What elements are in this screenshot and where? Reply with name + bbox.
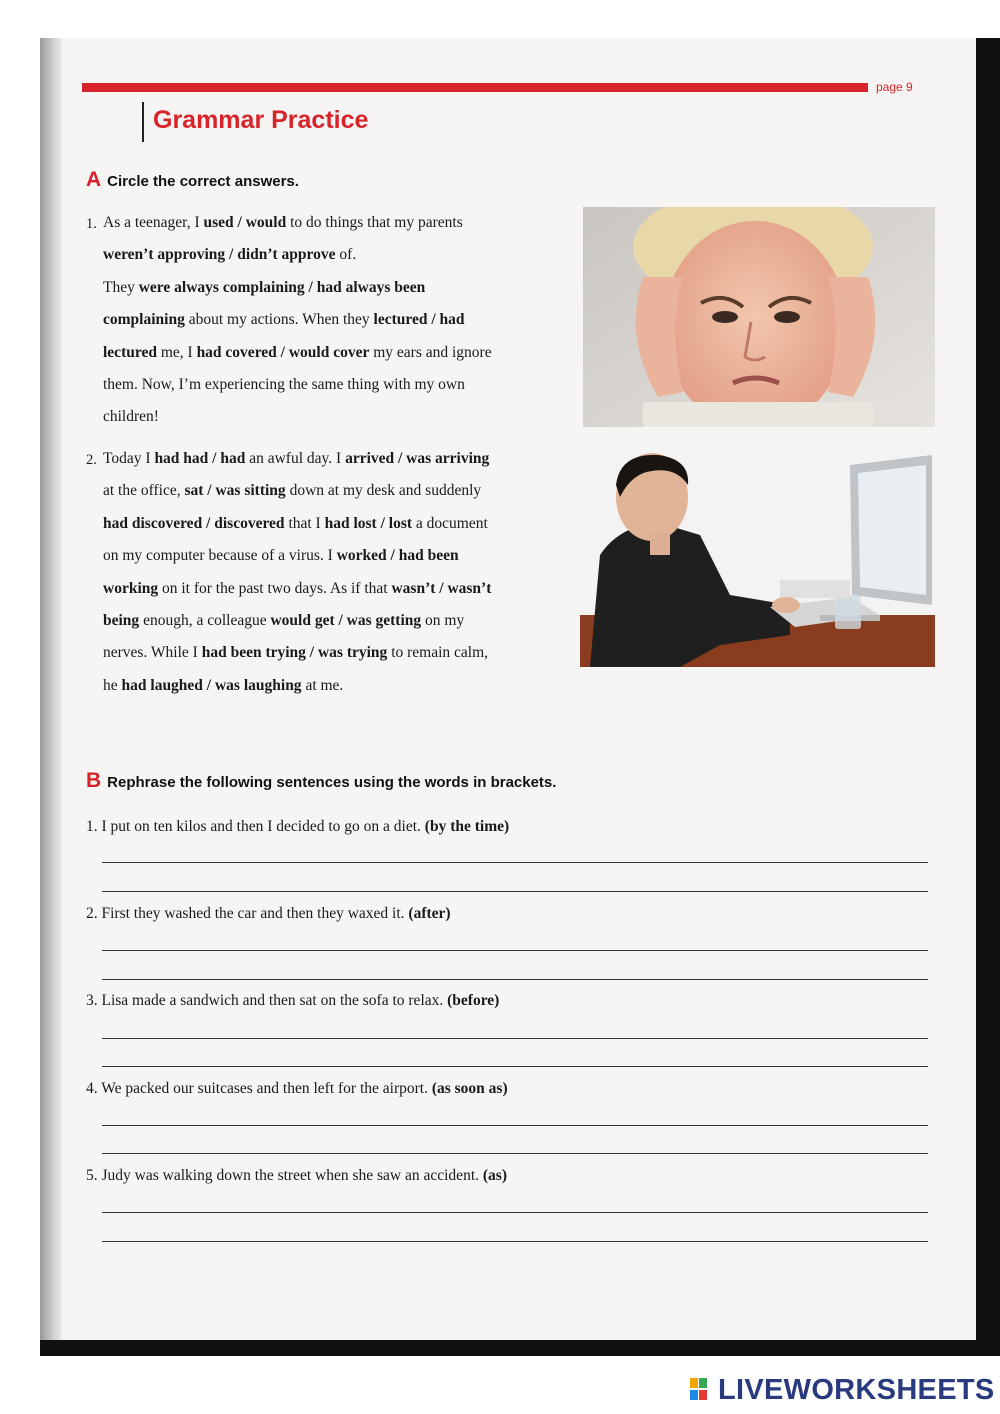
answer-line[interactable] [102,1066,928,1067]
answer-options[interactable]: sat / was sitting [184,482,286,500]
text-segment: on my computer because of a virus. I [103,547,337,565]
text-segment: They [103,278,139,296]
text-segment: As a teenager, I [103,214,204,231]
text-segment: of. [335,246,357,264]
answer-line[interactable] [102,1153,928,1154]
text-segment: a document [412,514,488,532]
answer-options[interactable]: had lost / lost [324,514,413,532]
text-segment: Today I [103,450,155,467]
text-line [103,508,491,540]
man-at-computer-photo [580,445,935,667]
question-b3 [86,992,499,1010]
liveworksheets-logo-icon [690,1378,718,1402]
answer-line[interactable] [102,862,928,863]
text-line [103,239,492,271]
question-hint: (after) [408,905,451,922]
question-number: 5. [86,1167,98,1184]
question-text: First they washed the car and then they waxed it. [101,905,405,922]
answer-line[interactable] [102,891,928,892]
answer-line[interactable] [102,1241,928,1242]
answer-options[interactable]: arrived / was arriving [345,450,490,467]
answer-options[interactable]: had covered / would cover [196,343,370,361]
question-b5 [86,1167,507,1185]
text-segment: to remain calm, [387,644,489,662]
text-segment: he [103,676,122,694]
text-line [103,272,492,304]
question-hint: (as) [482,1167,507,1184]
section-a-letter: A [86,168,102,191]
text-segment: my ears and ignore [369,343,492,361]
text-segment: them. Now, I’m experiencing the same thing with my own [103,376,465,394]
text-line [103,304,492,336]
section-b-heading [86,769,556,793]
text-segment: at me. [301,676,344,694]
scan-edge-bottom [40,1340,1000,1356]
question-text: Lisa made a sandwich and then sat on the sofa to relax. [101,992,444,1009]
text-line [103,337,492,369]
answer-options[interactable]: wasn’t / wasn’t [391,579,492,597]
question-text: We packed our suitcases and then left for the airport. [101,1080,428,1097]
text-segment: me, I [156,343,197,361]
header-red-bar [82,83,868,92]
page-title: Grammar Practice [153,106,369,134]
answer-options[interactable]: complaining [103,311,185,329]
text-line [103,605,491,637]
section-a-heading [86,168,299,192]
text-segment: enough, a colleague [139,612,271,630]
question-b2 [86,905,451,923]
answer-options[interactable]: had been trying / was trying [201,644,388,662]
text-segment: that I [284,514,325,532]
text-line [103,573,491,605]
text-segment: down at my desk and suddenly [285,482,482,500]
question-number: 4. [86,1080,98,1097]
question-number: 3. [86,992,98,1009]
text-line [103,540,491,572]
answer-line[interactable] [102,979,928,980]
text-line [103,670,491,702]
text-segment: on it for the past two days. As if that [158,579,392,597]
answer-line[interactable] [102,1125,928,1126]
text-line [103,637,491,669]
answer-options[interactable]: lectured [103,343,157,361]
answer-options[interactable]: had discovered / discovered [103,514,285,532]
section-b-letter: B [86,769,102,792]
question-number: 2. [86,905,98,922]
answer-options[interactable]: worked / had been [336,547,459,565]
text-line [103,207,492,239]
text-segment: on my [421,612,465,630]
question-b4 [86,1080,508,1098]
question-hint: (before) [447,992,500,1009]
answer-options[interactable]: had had / had [154,450,246,467]
answer-options[interactable]: working [103,579,159,597]
question-hint: (as soon as) [431,1080,508,1097]
question-number: 1. [86,818,98,835]
section-a-instruction: Circle the correct answers. [107,173,299,190]
text-segment: an awful day. I [245,450,346,467]
answer-options[interactable]: were always complaining / had always been [138,278,426,296]
text-line [103,369,492,401]
section-b-instruction: Rephrase the following sentences using the words in brackets. [107,774,557,791]
text-segment: nerves. While I [103,644,202,662]
item-a1-text [103,207,492,434]
question-hint: (by the time) [424,818,510,835]
answer-options[interactable]: used / would [203,214,287,231]
text-line [103,443,491,475]
angry-boy-covering-ears-photo [583,207,935,427]
answer-options[interactable]: lectured / had [373,311,465,329]
answer-options[interactable]: being [103,612,140,630]
answer-line[interactable] [102,950,928,951]
item-a1-number: 1. [86,216,97,232]
item-a2-number: 2. [86,452,97,468]
text-segment: to do things that my parents [286,214,463,231]
question-text: Judy was walking down the street when she saw an accident. [101,1167,479,1184]
text-line [103,401,492,433]
question-text: I put on ten kilos and then I decided to go on a diet. [101,818,421,835]
answer-options[interactable]: would get / was getting [270,612,422,630]
question-b1 [86,818,509,836]
answer-options[interactable]: had laughed / was laughing [121,676,302,694]
text-line [103,475,491,507]
text-segment: about my actions. When they [184,311,374,329]
text-segment: at the office, [103,482,185,500]
answer-line[interactable] [102,1212,928,1213]
item-a2-text [103,443,491,702]
answer-line[interactable] [102,1038,928,1039]
answer-options[interactable]: weren’t approving / didn’t approve [103,246,336,264]
title-divider [142,102,144,142]
text-segment: children! [103,408,159,426]
page-number: page 9 [876,80,913,94]
scan-edge-right [976,38,1000,1356]
liveworksheets-logo[interactable]: LIVEWORKSHEETS [718,1374,995,1406]
